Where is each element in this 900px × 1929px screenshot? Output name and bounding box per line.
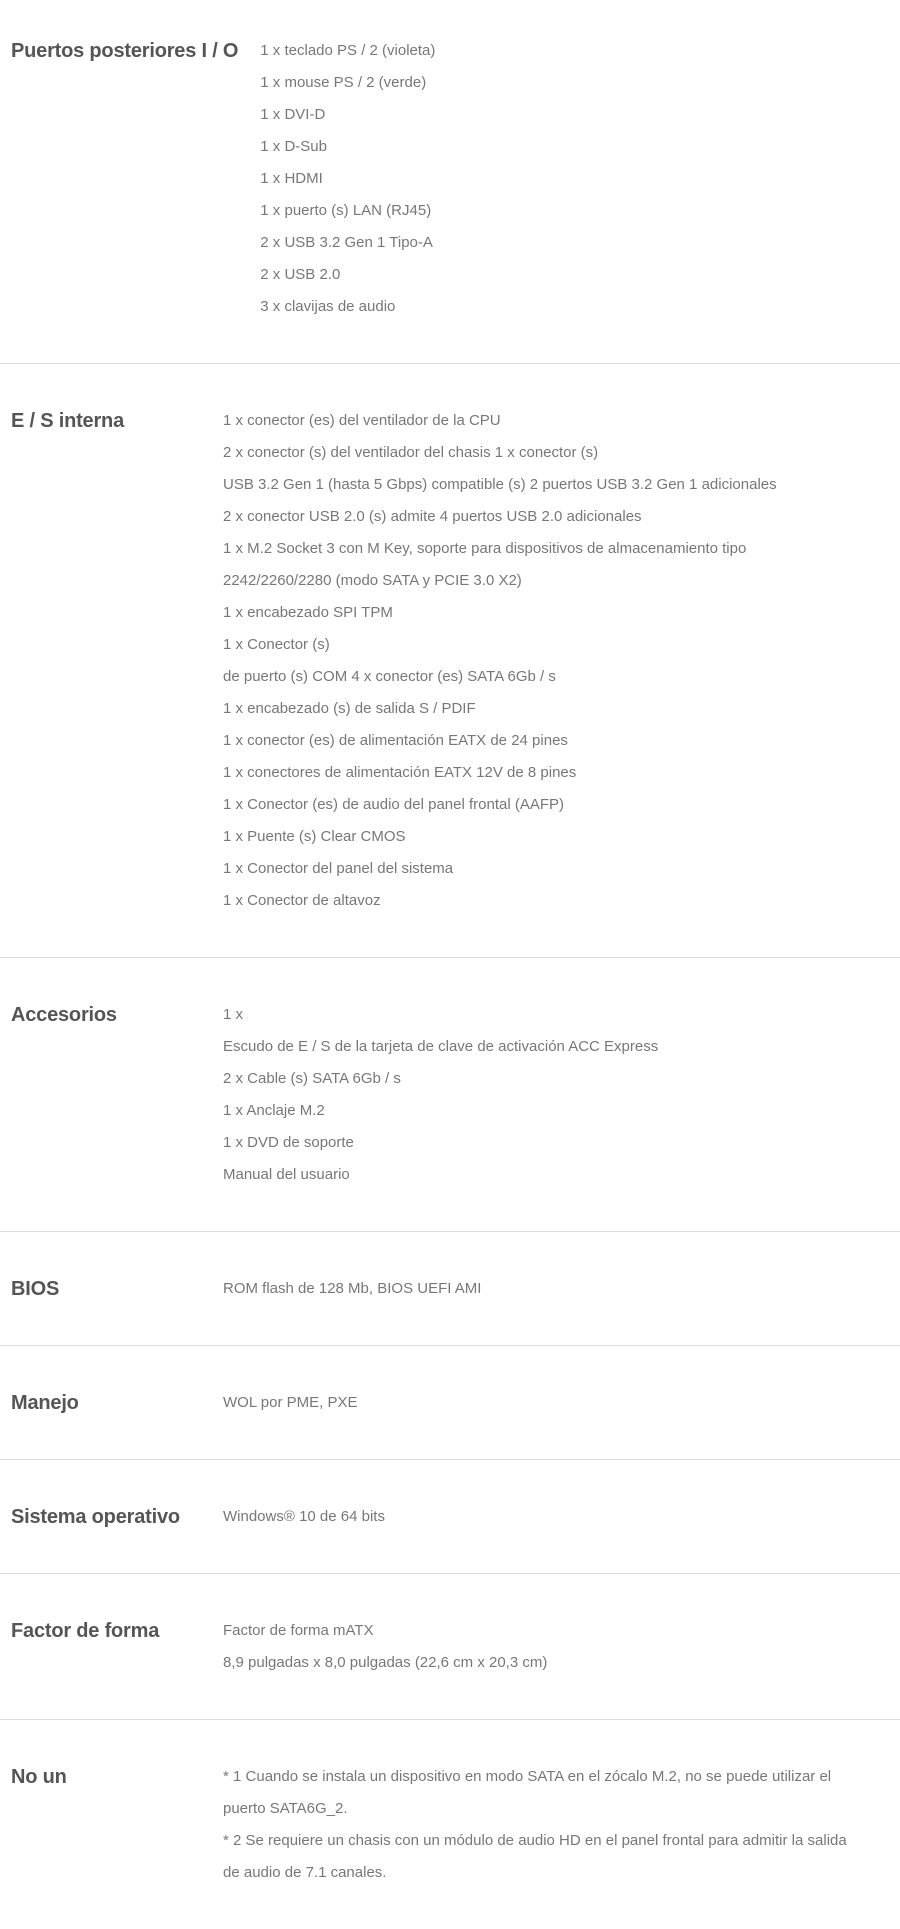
spec-line: 3 x clavijas de audio <box>260 298 396 315</box>
spec-line: 1 x encabezado SPI TPM <box>223 604 393 621</box>
spec-line: 1 x conector (es) de alimentación EATX de 24 pines <box>223 732 568 749</box>
spec-lines <box>223 1615 890 1679</box>
spec-line: 2 x Cable (s) SATA 6Gb / s <box>223 1070 401 1087</box>
spec-section <box>0 958 900 1232</box>
spec-line: 1 x DVI-D <box>260 106 326 123</box>
spec-line: 2 x USB 2.0 <box>260 266 341 283</box>
spec-line: 1 x conector (es) del ventilador de la CPU <box>223 412 501 429</box>
spec-line: Manual del usuario <box>223 1166 350 1183</box>
spec-lines <box>260 35 890 323</box>
spec-line: 1 x Conector (s) <box>223 636 330 653</box>
spec-line: 1 x D-Sub <box>260 138 327 155</box>
spec-section <box>0 364 900 958</box>
spec-section <box>0 1460 900 1574</box>
spec-line: Escudo de E / S de la tarjeta de clave de activación ACC Express <box>223 1038 659 1055</box>
spec-line: 1 x DVD de soporte <box>223 1134 354 1151</box>
spec-label: BIOS <box>11 1278 60 1300</box>
spec-line: 2 x conector (s) del ventilador del chasis 1 x conector (s) <box>223 444 599 461</box>
spec-label: No un <box>11 1766 67 1788</box>
spec-line: 1 x HDMI <box>260 170 323 187</box>
spec-label: Puertos posteriores I / O <box>11 40 239 62</box>
spec-line: Factor de forma mATX <box>223 1622 374 1639</box>
spec-line: 2242/2260/2280 (modo SATA y PCIE 3.0 X2) <box>223 572 522 589</box>
spec-label: Sistema operativo <box>11 1506 180 1528</box>
spec-line: * 1 Cuando se instala un dispositivo en modo SATA en el zócalo M.2, no se puede utilizar el <box>223 1768 832 1785</box>
spec-line: 1 x Conector de altavoz <box>223 892 381 909</box>
spec-line: 1 x Puente (s) Clear CMOS <box>223 828 406 845</box>
spec-label: E / S interna <box>11 410 124 432</box>
spec-line: 1 x Conector (es) de audio del panel frontal (AAFP) <box>223 796 565 813</box>
spec-line: 2 x conector USB 2.0 (s) admite 4 puertos USB 2.0 adicionales <box>223 508 642 525</box>
spec-line: 2 x USB 3.2 Gen 1 Tipo-A <box>260 234 433 251</box>
spec-section <box>0 1232 900 1346</box>
spec-line: 1 x encabezado (s) de salida S / PDIF <box>223 700 476 717</box>
spec-label: Factor de forma <box>11 1620 160 1642</box>
spec-line: ROM flash de 128 Mb, BIOS UEFI AMI <box>223 1280 482 1297</box>
spec-line: 1 x Conector del panel del sistema <box>223 860 454 877</box>
spec-label: Manejo <box>11 1392 79 1414</box>
spec-section <box>0 1346 900 1460</box>
spec-lines <box>223 1387 890 1419</box>
spec-line: 8,9 pulgadas x 8,0 pulgadas (22,6 cm x 20,3 cm) <box>223 1654 548 1671</box>
spec-line: puerto SATA6G_2. <box>223 1800 348 1817</box>
spec-lines <box>223 999 890 1191</box>
spec-section <box>0 1720 900 1929</box>
spec-line: WOL por PME, PXE <box>223 1394 358 1411</box>
spec-line: de puerto (s) COM 4 x conector (es) SATA 6Gb / s <box>223 668 556 685</box>
spec-line: 1 x puerto (s) LAN (RJ45) <box>260 202 432 219</box>
spec-lines <box>223 405 890 917</box>
spec-lines <box>223 1501 890 1533</box>
spec-section <box>0 1574 900 1720</box>
spec-label: Accesorios <box>11 1004 117 1026</box>
spec-line: 1 x conectores de alimentación EATX 12V de 8 pines <box>223 764 577 781</box>
spec-lines <box>223 1761 890 1889</box>
spec-lines <box>223 1273 890 1305</box>
spec-line: 1 x Anclaje M.2 <box>223 1102 325 1119</box>
spec-line: Windows® 10 de 64 bits <box>223 1508 385 1525</box>
spec-line: 1 x mouse PS / 2 (verde) <box>260 74 427 91</box>
spec-line: de audio de 7.1 canales. <box>223 1864 387 1881</box>
spec-line: 1 x M.2 Socket 3 con M Key, soporte para dispositivos de almacenamiento tipo <box>223 540 747 557</box>
spec-section <box>0 0 900 364</box>
spec-line: 1 x teclado PS / 2 (violeta) <box>260 42 436 59</box>
spec-line: * 2 Se requiere un chasis con un módulo de audio HD en el panel frontal para admitir la salida <box>223 1832 847 1849</box>
spec-line: 1 x <box>223 1006 244 1023</box>
spec-line: USB 3.2 Gen 1 (hasta 5 Gbps) compatible (s) 2 puertos USB 3.2 Gen 1 adicionales <box>223 476 777 493</box>
